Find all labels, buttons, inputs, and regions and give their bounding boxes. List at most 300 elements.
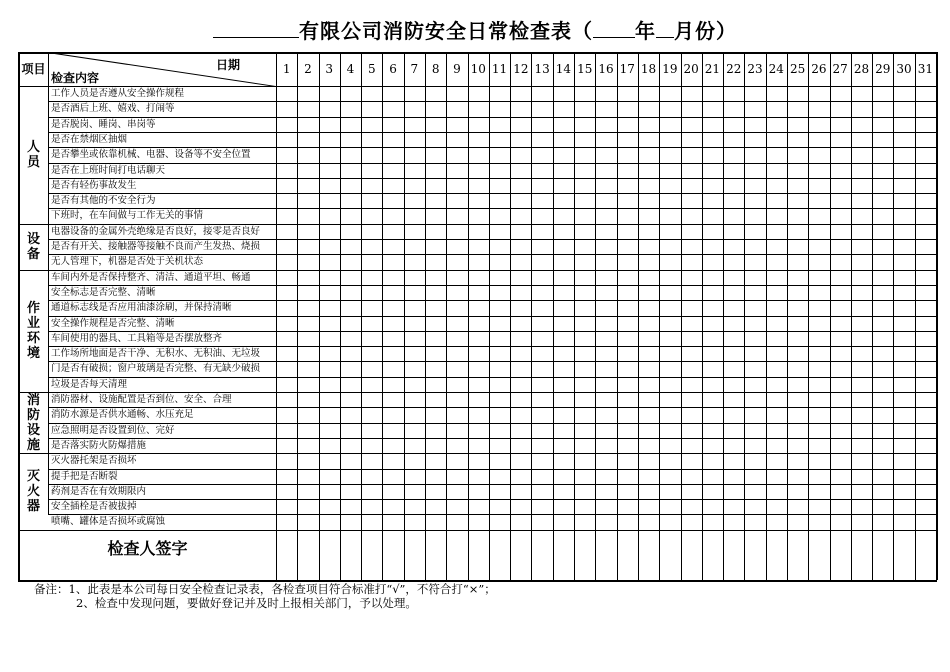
check-cell[interactable] — [298, 179, 318, 193]
check-cell[interactable] — [745, 133, 765, 147]
check-cell[interactable] — [447, 271, 467, 285]
check-cell[interactable] — [873, 118, 893, 132]
check-cell[interactable] — [320, 424, 340, 438]
signature-cell[interactable] — [277, 515, 297, 580]
check-cell[interactable] — [894, 362, 914, 376]
check-cell[interactable] — [490, 332, 510, 346]
check-cell[interactable] — [916, 332, 936, 346]
check-cell[interactable] — [894, 118, 914, 132]
check-cell[interactable] — [660, 102, 680, 116]
check-cell[interactable] — [873, 133, 893, 147]
check-cell[interactable] — [852, 332, 872, 346]
check-cell[interactable] — [362, 500, 382, 514]
check-cell[interactable] — [447, 118, 467, 132]
check-cell[interactable] — [745, 148, 765, 162]
check-cell[interactable] — [916, 209, 936, 223]
check-cell[interactable] — [277, 439, 297, 453]
check-cell[interactable] — [703, 271, 723, 285]
check-cell[interactable] — [405, 470, 425, 484]
check-cell[interactable] — [532, 439, 552, 453]
check-cell[interactable] — [511, 102, 531, 116]
check-cell[interactable] — [618, 102, 638, 116]
check-cell[interactable] — [682, 424, 702, 438]
check-cell[interactable] — [682, 301, 702, 315]
check-cell[interactable] — [703, 485, 723, 499]
check-cell[interactable] — [554, 439, 574, 453]
check-cell[interactable] — [575, 271, 595, 285]
check-cell[interactable] — [703, 500, 723, 514]
check-cell[interactable] — [809, 454, 829, 468]
check-cell[interactable] — [596, 393, 616, 407]
check-cell[interactable] — [469, 179, 489, 193]
check-cell[interactable] — [426, 393, 446, 407]
signature-cell[interactable] — [511, 515, 531, 580]
check-cell[interactable] — [575, 332, 595, 346]
check-cell[interactable] — [724, 393, 744, 407]
check-cell[interactable] — [298, 393, 318, 407]
check-cell[interactable] — [511, 148, 531, 162]
check-cell[interactable] — [362, 362, 382, 376]
check-cell[interactable] — [298, 255, 318, 269]
check-cell[interactable] — [511, 393, 531, 407]
signature-cell[interactable] — [618, 515, 638, 580]
signature-cell[interactable] — [639, 515, 659, 580]
check-cell[interactable] — [426, 164, 446, 178]
check-cell[interactable] — [618, 133, 638, 147]
check-cell[interactable] — [362, 393, 382, 407]
check-cell[interactable] — [767, 408, 787, 422]
check-cell[interactable] — [298, 500, 318, 514]
check-cell[interactable] — [426, 317, 446, 331]
check-cell[interactable] — [277, 332, 297, 346]
signature-cell[interactable] — [447, 515, 467, 580]
check-cell[interactable] — [341, 87, 361, 101]
check-cell[interactable] — [852, 439, 872, 453]
check-cell[interactable] — [341, 408, 361, 422]
check-cell[interactable] — [788, 164, 808, 178]
check-cell[interactable] — [341, 424, 361, 438]
check-cell[interactable] — [596, 408, 616, 422]
check-cell[interactable] — [575, 194, 595, 208]
check-cell[interactable] — [383, 317, 403, 331]
check-cell[interactable] — [894, 424, 914, 438]
check-cell[interactable] — [383, 378, 403, 392]
check-cell[interactable] — [916, 301, 936, 315]
check-cell[interactable] — [724, 347, 744, 361]
check-cell[interactable] — [554, 500, 574, 514]
check-cell[interactable] — [916, 179, 936, 193]
check-cell[interactable] — [447, 286, 467, 300]
check-cell[interactable] — [916, 102, 936, 116]
check-cell[interactable] — [788, 362, 808, 376]
check-cell[interactable] — [405, 271, 425, 285]
check-cell[interactable] — [320, 439, 340, 453]
check-cell[interactable] — [426, 301, 446, 315]
check-cell[interactable] — [575, 347, 595, 361]
check-cell[interactable] — [447, 393, 467, 407]
signature-cell[interactable] — [831, 515, 851, 580]
check-cell[interactable] — [511, 424, 531, 438]
check-cell[interactable] — [575, 500, 595, 514]
check-cell[interactable] — [426, 485, 446, 499]
check-cell[interactable] — [320, 317, 340, 331]
check-cell[interactable] — [405, 332, 425, 346]
check-cell[interactable] — [469, 148, 489, 162]
check-cell[interactable] — [660, 393, 680, 407]
check-cell[interactable] — [362, 271, 382, 285]
check-cell[interactable] — [596, 255, 616, 269]
check-cell[interactable] — [362, 332, 382, 346]
check-cell[interactable] — [447, 362, 467, 376]
check-cell[interactable] — [788, 148, 808, 162]
check-cell[interactable] — [469, 225, 489, 239]
check-cell[interactable] — [362, 118, 382, 132]
check-cell[interactable] — [554, 301, 574, 315]
check-cell[interactable] — [618, 164, 638, 178]
check-cell[interactable] — [426, 118, 446, 132]
check-cell[interactable] — [809, 347, 829, 361]
check-cell[interactable] — [383, 286, 403, 300]
check-cell[interactable] — [660, 194, 680, 208]
check-cell[interactable] — [426, 271, 446, 285]
check-cell[interactable] — [767, 347, 787, 361]
check-cell[interactable] — [383, 255, 403, 269]
check-cell[interactable] — [341, 454, 361, 468]
check-cell[interactable] — [320, 148, 340, 162]
check-cell[interactable] — [788, 209, 808, 223]
check-cell[interactable] — [575, 148, 595, 162]
check-cell[interactable] — [618, 362, 638, 376]
check-cell[interactable] — [894, 393, 914, 407]
check-cell[interactable] — [916, 454, 936, 468]
check-cell[interactable] — [916, 362, 936, 376]
check-cell[interactable] — [809, 408, 829, 422]
check-cell[interactable] — [511, 286, 531, 300]
check-cell[interactable] — [405, 301, 425, 315]
check-cell[interactable] — [639, 378, 659, 392]
check-cell[interactable] — [469, 286, 489, 300]
check-cell[interactable] — [320, 347, 340, 361]
check-cell[interactable] — [894, 240, 914, 254]
check-cell[interactable] — [745, 317, 765, 331]
check-cell[interactable] — [873, 194, 893, 208]
check-cell[interactable] — [532, 179, 552, 193]
check-cell[interactable] — [767, 225, 787, 239]
check-cell[interactable] — [341, 470, 361, 484]
signature-cell[interactable] — [554, 515, 574, 580]
check-cell[interactable] — [703, 209, 723, 223]
check-cell[interactable] — [894, 286, 914, 300]
check-cell[interactable] — [341, 225, 361, 239]
check-cell[interactable] — [298, 485, 318, 499]
check-cell[interactable] — [532, 378, 552, 392]
check-cell[interactable] — [447, 255, 467, 269]
check-cell[interactable] — [639, 408, 659, 422]
check-cell[interactable] — [298, 317, 318, 331]
check-cell[interactable] — [320, 485, 340, 499]
check-cell[interactable] — [469, 301, 489, 315]
check-cell[interactable] — [554, 133, 574, 147]
check-cell[interactable] — [532, 393, 552, 407]
check-cell[interactable] — [447, 454, 467, 468]
check-cell[interactable] — [426, 347, 446, 361]
check-cell[interactable] — [809, 439, 829, 453]
check-cell[interactable] — [894, 225, 914, 239]
check-cell[interactable] — [682, 317, 702, 331]
check-cell[interactable] — [724, 240, 744, 254]
check-cell[interactable] — [469, 87, 489, 101]
check-cell[interactable] — [852, 148, 872, 162]
check-cell[interactable] — [511, 209, 531, 223]
check-cell[interactable] — [873, 225, 893, 239]
check-cell[interactable] — [894, 179, 914, 193]
check-cell[interactable] — [383, 271, 403, 285]
check-cell[interactable] — [426, 470, 446, 484]
check-cell[interactable] — [320, 102, 340, 116]
check-cell[interactable] — [298, 102, 318, 116]
check-cell[interactable] — [745, 470, 765, 484]
check-cell[interactable] — [788, 286, 808, 300]
check-cell[interactable] — [320, 301, 340, 315]
check-cell[interactable] — [894, 439, 914, 453]
check-cell[interactable] — [575, 378, 595, 392]
check-cell[interactable] — [532, 470, 552, 484]
check-cell[interactable] — [618, 209, 638, 223]
check-cell[interactable] — [362, 87, 382, 101]
check-cell[interactable] — [788, 179, 808, 193]
signature-cell[interactable] — [767, 515, 787, 580]
check-cell[interactable] — [724, 470, 744, 484]
check-cell[interactable] — [767, 301, 787, 315]
check-cell[interactable] — [469, 209, 489, 223]
check-cell[interactable] — [682, 118, 702, 132]
check-cell[interactable] — [745, 301, 765, 315]
check-cell[interactable] — [532, 424, 552, 438]
check-cell[interactable] — [405, 87, 425, 101]
check-cell[interactable] — [703, 286, 723, 300]
check-cell[interactable] — [383, 301, 403, 315]
check-cell[interactable] — [724, 317, 744, 331]
check-cell[interactable] — [490, 240, 510, 254]
check-cell[interactable] — [532, 485, 552, 499]
year-blank[interactable] — [593, 17, 635, 38]
check-cell[interactable] — [447, 317, 467, 331]
check-cell[interactable] — [383, 240, 403, 254]
check-cell[interactable] — [852, 194, 872, 208]
check-cell[interactable] — [682, 362, 702, 376]
check-cell[interactable] — [426, 194, 446, 208]
check-cell[interactable] — [469, 500, 489, 514]
check-cell[interactable] — [724, 378, 744, 392]
check-cell[interactable] — [682, 133, 702, 147]
check-cell[interactable] — [469, 485, 489, 499]
check-cell[interactable] — [383, 225, 403, 239]
check-cell[interactable] — [660, 87, 680, 101]
check-cell[interactable] — [831, 485, 851, 499]
check-cell[interactable] — [575, 240, 595, 254]
check-cell[interactable] — [724, 225, 744, 239]
check-cell[interactable] — [809, 240, 829, 254]
check-cell[interactable] — [554, 408, 574, 422]
check-cell[interactable] — [341, 378, 361, 392]
check-cell[interactable] — [703, 118, 723, 132]
check-cell[interactable] — [852, 118, 872, 132]
check-cell[interactable] — [511, 454, 531, 468]
check-cell[interactable] — [362, 225, 382, 239]
check-cell[interactable] — [916, 500, 936, 514]
check-cell[interactable] — [532, 118, 552, 132]
check-cell[interactable] — [660, 332, 680, 346]
check-cell[interactable] — [277, 470, 297, 484]
check-cell[interactable] — [660, 164, 680, 178]
check-cell[interactable] — [852, 102, 872, 116]
check-cell[interactable] — [596, 164, 616, 178]
check-cell[interactable] — [490, 179, 510, 193]
check-cell[interactable] — [596, 225, 616, 239]
check-cell[interactable] — [809, 362, 829, 376]
check-cell[interactable] — [831, 317, 851, 331]
check-cell[interactable] — [298, 286, 318, 300]
check-cell[interactable] — [618, 454, 638, 468]
check-cell[interactable] — [703, 148, 723, 162]
check-cell[interactable] — [341, 179, 361, 193]
check-cell[interactable] — [298, 347, 318, 361]
check-cell[interactable] — [745, 209, 765, 223]
check-cell[interactable] — [682, 255, 702, 269]
check-cell[interactable] — [724, 194, 744, 208]
check-cell[interactable] — [682, 470, 702, 484]
check-cell[interactable] — [618, 148, 638, 162]
check-cell[interactable] — [447, 439, 467, 453]
check-cell[interactable] — [490, 271, 510, 285]
check-cell[interactable] — [596, 424, 616, 438]
check-cell[interactable] — [532, 301, 552, 315]
signature-cell[interactable] — [788, 515, 808, 580]
check-cell[interactable] — [511, 240, 531, 254]
check-cell[interactable] — [639, 393, 659, 407]
check-cell[interactable] — [873, 362, 893, 376]
check-cell[interactable] — [703, 301, 723, 315]
check-cell[interactable] — [852, 393, 872, 407]
check-cell[interactable] — [660, 286, 680, 300]
check-cell[interactable] — [575, 301, 595, 315]
check-cell[interactable] — [362, 470, 382, 484]
check-cell[interactable] — [511, 485, 531, 499]
check-cell[interactable] — [724, 286, 744, 300]
check-cell[interactable] — [916, 424, 936, 438]
check-cell[interactable] — [554, 485, 574, 499]
check-cell[interactable] — [532, 500, 552, 514]
check-cell[interactable] — [852, 454, 872, 468]
check-cell[interactable] — [831, 500, 851, 514]
check-cell[interactable] — [703, 378, 723, 392]
check-cell[interactable] — [682, 454, 702, 468]
company-name-blank[interactable] — [213, 17, 299, 38]
check-cell[interactable] — [405, 393, 425, 407]
check-cell[interactable] — [341, 286, 361, 300]
check-cell[interactable] — [788, 194, 808, 208]
check-cell[interactable] — [724, 332, 744, 346]
check-cell[interactable] — [511, 271, 531, 285]
check-cell[interactable] — [852, 87, 872, 101]
check-cell[interactable] — [469, 332, 489, 346]
check-cell[interactable] — [362, 408, 382, 422]
check-cell[interactable] — [575, 470, 595, 484]
check-cell[interactable] — [405, 209, 425, 223]
check-cell[interactable] — [554, 194, 574, 208]
check-cell[interactable] — [341, 332, 361, 346]
check-cell[interactable] — [831, 179, 851, 193]
check-cell[interactable] — [362, 454, 382, 468]
check-cell[interactable] — [809, 164, 829, 178]
check-cell[interactable] — [852, 286, 872, 300]
check-cell[interactable] — [469, 470, 489, 484]
check-cell[interactable] — [788, 102, 808, 116]
check-cell[interactable] — [809, 102, 829, 116]
check-cell[interactable] — [426, 362, 446, 376]
check-cell[interactable] — [916, 87, 936, 101]
check-cell[interactable] — [469, 362, 489, 376]
check-cell[interactable] — [660, 439, 680, 453]
check-cell[interactable] — [532, 454, 552, 468]
check-cell[interactable] — [277, 362, 297, 376]
check-cell[interactable] — [745, 194, 765, 208]
check-cell[interactable] — [277, 133, 297, 147]
check-cell[interactable] — [554, 378, 574, 392]
check-cell[interactable] — [894, 500, 914, 514]
check-cell[interactable] — [788, 347, 808, 361]
check-cell[interactable] — [575, 317, 595, 331]
check-cell[interactable] — [639, 332, 659, 346]
check-cell[interactable] — [831, 362, 851, 376]
check-cell[interactable] — [788, 332, 808, 346]
check-cell[interactable] — [575, 133, 595, 147]
check-cell[interactable] — [277, 500, 297, 514]
check-cell[interactable] — [809, 118, 829, 132]
check-cell[interactable] — [894, 454, 914, 468]
check-cell[interactable] — [831, 332, 851, 346]
check-cell[interactable] — [916, 164, 936, 178]
check-cell[interactable] — [277, 225, 297, 239]
check-cell[interactable] — [277, 148, 297, 162]
check-cell[interactable] — [788, 378, 808, 392]
check-cell[interactable] — [894, 485, 914, 499]
check-cell[interactable] — [320, 408, 340, 422]
check-cell[interactable] — [852, 164, 872, 178]
check-cell[interactable] — [383, 87, 403, 101]
check-cell[interactable] — [554, 209, 574, 223]
check-cell[interactable] — [660, 362, 680, 376]
check-cell[interactable] — [894, 317, 914, 331]
check-cell[interactable] — [426, 225, 446, 239]
check-cell[interactable] — [320, 286, 340, 300]
check-cell[interactable] — [745, 362, 765, 376]
check-cell[interactable] — [682, 485, 702, 499]
check-cell[interactable] — [809, 133, 829, 147]
check-cell[interactable] — [745, 500, 765, 514]
check-cell[interactable] — [447, 301, 467, 315]
check-cell[interactable] — [682, 194, 702, 208]
check-cell[interactable] — [831, 209, 851, 223]
check-cell[interactable] — [724, 485, 744, 499]
check-cell[interactable] — [383, 209, 403, 223]
check-cell[interactable] — [490, 148, 510, 162]
check-cell[interactable] — [894, 133, 914, 147]
check-cell[interactable] — [788, 133, 808, 147]
check-cell[interactable] — [873, 332, 893, 346]
check-cell[interactable] — [298, 225, 318, 239]
check-cell[interactable] — [341, 133, 361, 147]
